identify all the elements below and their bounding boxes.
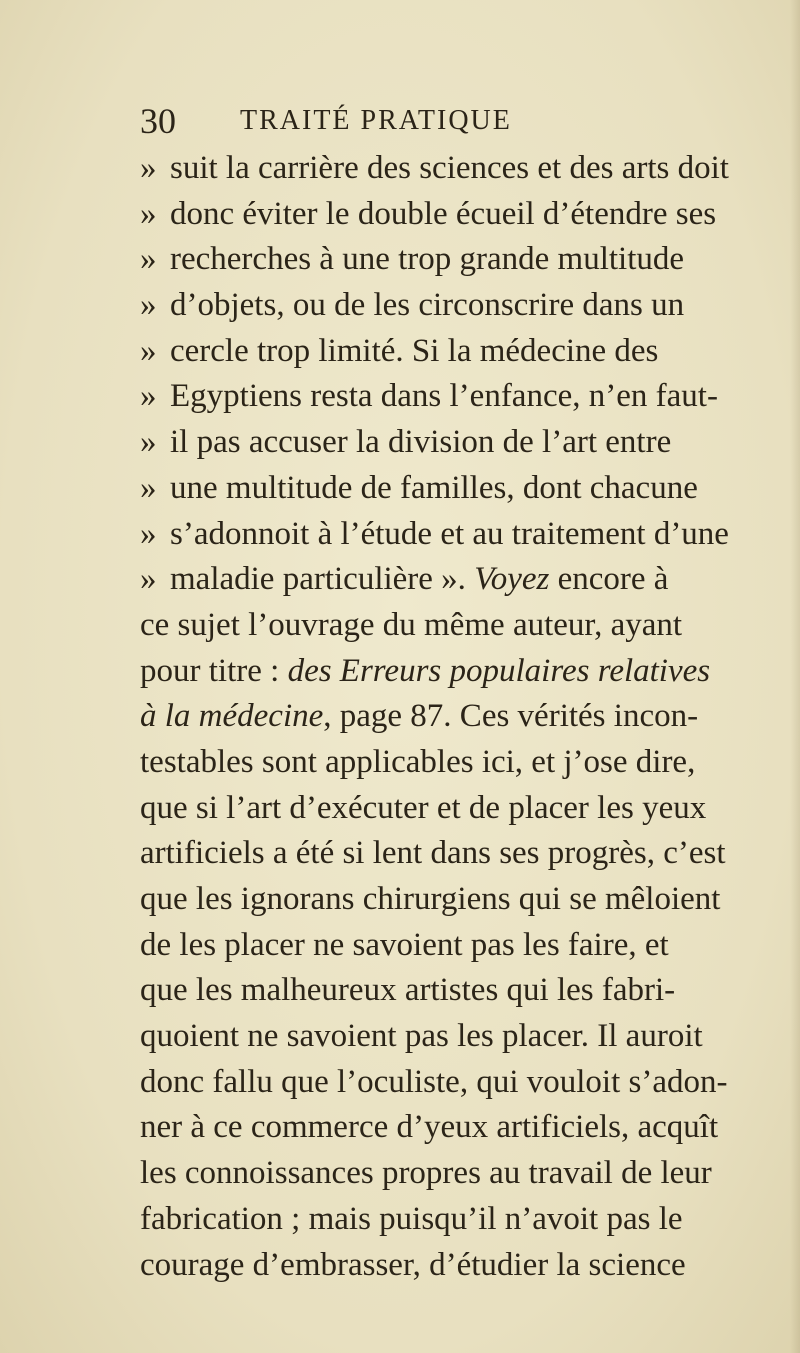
text-line (140, 1060, 760, 1106)
text-line (140, 146, 760, 192)
text-line (140, 877, 760, 923)
line-text: que si l’art d’exécuter et de placer les yeux (140, 789, 707, 826)
quote-mark: » (140, 515, 157, 552)
text-line (140, 1014, 760, 1060)
text-line (140, 192, 760, 238)
text-line (140, 740, 760, 786)
line-text: de les placer ne savoient pas les faire, et (140, 926, 669, 963)
text-line (140, 649, 760, 695)
quote-mark: » (140, 287, 157, 324)
text-line (140, 786, 760, 832)
line-text: ner à ce commerce d’yeux artificiels, acquît (140, 1109, 719, 1146)
text-line (140, 968, 760, 1014)
text-line (140, 1151, 760, 1197)
line-text: maladie particulière ». (170, 561, 466, 598)
text-line (140, 831, 760, 877)
text-line (140, 374, 760, 420)
italic-title: à la médecine (140, 698, 324, 735)
line-text: il pas accuser la division de l’art entre (170, 424, 672, 461)
line-text: donc éviter le double écueil d’étendre ses (170, 195, 717, 232)
line-text: , page 87. Ces vérités incon- (323, 698, 699, 735)
quote-mark: » (140, 332, 157, 369)
quote-mark: » (140, 150, 157, 186)
italic-voyez: Voyez (474, 561, 550, 598)
quote-mark: » (140, 241, 157, 278)
line-text: donc fallu que l’oculiste, qui vouloit s’adon- (140, 1063, 728, 1100)
line-text: ce sujet l’ouvrage du même auteur, ayant (140, 606, 683, 643)
line-text: testables sont applicables ici, et j’ose dire, (140, 743, 696, 780)
page-number: 30 (140, 101, 176, 141)
text-line (140, 329, 760, 375)
body-text (140, 146, 760, 1288)
line-text: une multitude de familles, dont chacune (170, 469, 698, 506)
italic-title: des Erreurs populaires relatives (287, 652, 711, 689)
line-text: s’adonnoit à l’étude et au traitement d’une (170, 515, 729, 552)
running-title: TRAITÉ PRATIQUE (240, 105, 512, 136)
line-text: recherches à une trop grande multitude (170, 241, 685, 278)
text-line (140, 420, 760, 466)
text-line (140, 512, 760, 558)
line-text: que les malheureux artistes qui les fabri- (140, 972, 676, 1009)
text-line (140, 1105, 760, 1151)
text-line (140, 557, 760, 603)
quote-mark: » (140, 561, 157, 598)
text-line (140, 1243, 760, 1289)
text-line (140, 923, 760, 969)
text-line (140, 603, 760, 649)
line-text: que les ignorans chirurgiens qui se mêloient (140, 881, 721, 917)
quote-mark: » (140, 469, 157, 506)
line-text: les connoissances propres au travail de leur (140, 1155, 712, 1192)
page-edge-shadow (790, 0, 800, 1353)
text-line (140, 1197, 760, 1243)
quote-mark: » (140, 195, 157, 232)
text-line (140, 237, 760, 283)
line-text: quoient ne savoient pas les placer. Il auroit (140, 1018, 703, 1055)
page-header (140, 96, 740, 146)
line-text: Egyptiens resta dans l’enfance, n’en faut- (170, 378, 718, 415)
quote-mark: » (140, 378, 157, 415)
text-line (140, 694, 760, 740)
text-line (140, 466, 760, 512)
line-text: cercle trop limité. Si la médecine des (170, 332, 659, 369)
line-text: pour titre : (140, 652, 280, 689)
quote-mark: » (140, 424, 157, 461)
line-text: artificiels a été si lent dans ses progrès, c’est (140, 835, 726, 872)
line-text: courage d’embrasser, d’étudier la science (140, 1246, 686, 1283)
text-line (140, 283, 760, 329)
line-text: fabrication ; mais puisqu’il n’avoit pas le (140, 1200, 683, 1237)
line-text: d’objets, ou de les circonscrire dans un (170, 287, 685, 324)
line-text: suit la carrière des sciences et des arts doit (170, 150, 729, 186)
line-text-tail: encore à (557, 561, 669, 598)
